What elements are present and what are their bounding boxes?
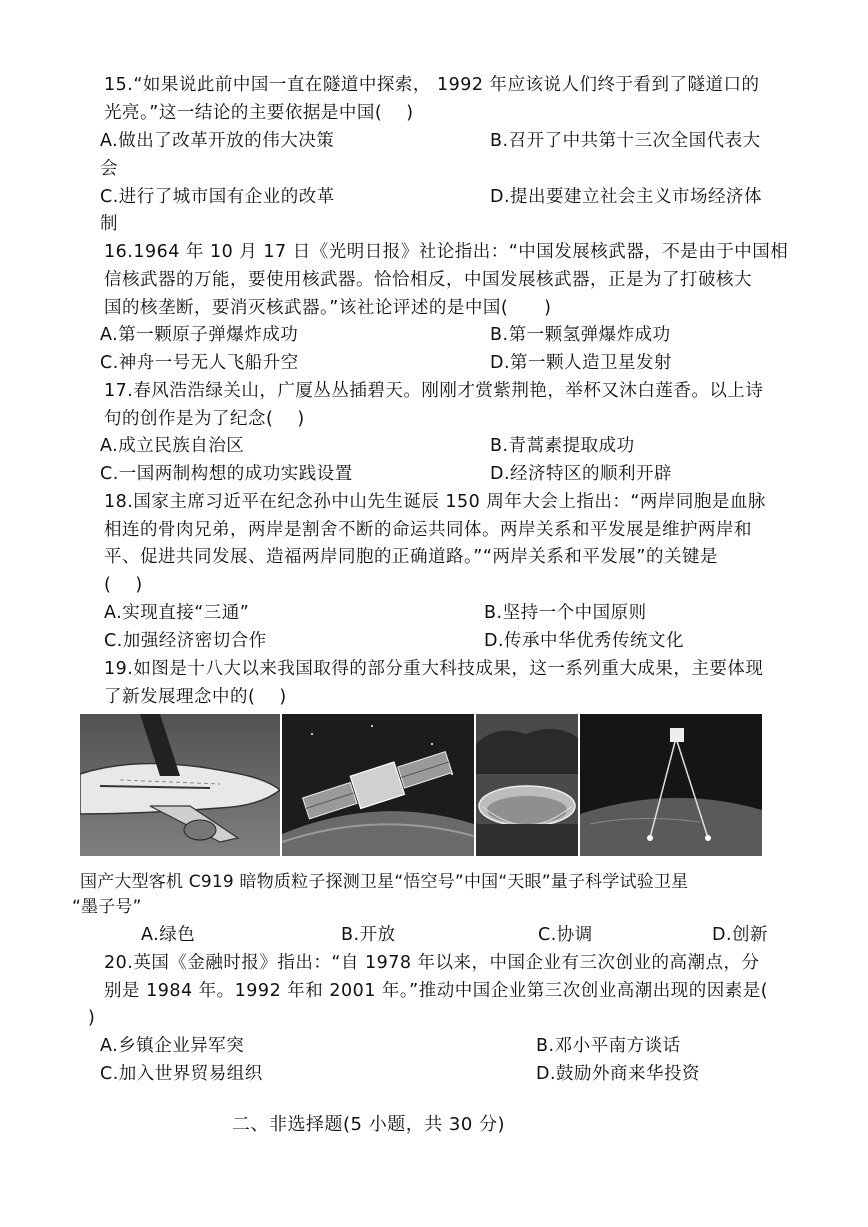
q20-option-a: A.乡镇企业异军突	[100, 1036, 245, 1056]
q18-line-1: 18.国家主席习近平在纪念孙中山先生诞辰 150 周年大会上指出：“两岸同胞是血脉	[104, 492, 766, 512]
q18-line-4: ( )	[104, 575, 143, 595]
q15-option-b: B.召开了中共第十三次全国代表大	[490, 131, 761, 151]
q19-option-a: A.绿色	[141, 925, 196, 945]
q15-line-1: 15.“如果说此前中国一直在隧道中探索， 1992 年应该说人们终于看到了隧道口的	[104, 75, 760, 95]
q16-line-3: 国的核垄断，要消灭核武器。”该社论评述的是中国( )	[104, 298, 552, 318]
fast-telescope-photo	[476, 714, 578, 856]
q17-option-d: D.经济特区的顺利开辟	[490, 464, 673, 484]
q20-option-b: B.邓小平南方谈话	[536, 1036, 681, 1056]
section-title: 二、非选择题(5 小题，共 30 分)	[232, 1114, 506, 1135]
wukong-satellite-photo	[282, 714, 474, 856]
q18-option-c: C.加强经济密切合作	[104, 631, 267, 651]
q17-option-b: B.青蒿素提取成功	[490, 436, 635, 456]
c919-airliner-photo	[80, 714, 280, 856]
q20-line-1: 20.英国《金融时报》指出：“自 1978 年以来，中国企业有三次创业的高潮点，分	[104, 953, 760, 973]
figure-caption-line-1: 国产大型客机 C919 暗物质粒子探测卫星“悟空号”中国“天眼”量子科学试验卫星	[80, 872, 689, 892]
q16-line-1: 16.1964 年 10 月 17 日《光明日报》社论指出：“中国发展核武器，不是由于中国相	[104, 242, 789, 262]
q16-option-c: C.神舟一号无人飞船升空	[100, 353, 299, 373]
q19-option-d: D.创新	[712, 925, 769, 945]
q15-option-b-cont: 会	[100, 159, 118, 179]
q15-option-c: C.进行了城市国有企业的改革	[100, 187, 335, 207]
q20-option-d: D.鼓励外商来华投资	[536, 1064, 701, 1084]
q15-option-a: A.做出了改革开放的伟大决策	[100, 131, 335, 151]
q16-line-2: 信核武器的万能，要使用核武器。恰恰相反，中国发展核武器，正是为了打破核大	[104, 270, 752, 290]
q19-option-b: B.开放	[341, 925, 396, 945]
q20-option-c: C.加入世界贸易组织	[100, 1064, 263, 1084]
mozi-quantum-satellite-photo	[580, 714, 762, 856]
q18-line-3: 平、促进共同发展、造福两岸同胞的正确道路。”“两岸关系和平发展”的关键是	[104, 547, 718, 567]
q17-option-c: C.一国两制构想的成功实践设置	[100, 464, 353, 484]
q20-line-2: 别是 1984 年。1992 年和 2001 年。”推动中国企业第三次创业高潮出现的因素是(	[104, 981, 769, 1001]
q19-line-2: 了新发展理念中的( )	[104, 687, 287, 707]
q17-option-a: A.成立民族自治区	[100, 436, 245, 456]
q19-option-c: C.协调	[538, 925, 593, 945]
q20-line-3: )	[88, 1008, 96, 1028]
q15-option-d: D.提出要建立社会主义市场经济体	[490, 187, 763, 207]
q15-option-d-cont: 制	[100, 214, 118, 234]
q18-option-b: B.坚持一个中国原则	[484, 603, 647, 623]
figure-caption-line-2: “墨子号”	[72, 897, 142, 917]
science-achievements-figure	[80, 714, 762, 856]
q15-line-2: 光亮。”这一结论的主要依据是中国( )	[104, 103, 414, 123]
q18-option-a: A.实现直接“三通”	[104, 603, 250, 623]
q17-line-2: 句的创作是为了纪念( )	[104, 409, 305, 429]
q18-option-d: D.传承中华优秀传统文化	[484, 631, 685, 651]
q16-option-a: A.第一颗原子弹爆炸成功	[100, 325, 299, 345]
q19-line-1: 19.如图是十八大以来我国取得的部分重大科技成果，这一系列重大成果，主要体现	[104, 659, 764, 679]
q18-line-2: 相连的骨肉兄弟，两岸是割舍不断的命运共同体。两岸关系和平发展是维护两岸和	[104, 520, 752, 540]
q16-option-d: D.第一颗人造卫星发射	[490, 353, 673, 373]
q16-option-b: B.第一颗氢弹爆炸成功	[490, 325, 671, 345]
q17-line-1: 17.春风浩浩绿关山，广厦丛丛插碧天。刚刚才赏紫荆艳，举杯又沐白莲香。以上诗	[104, 381, 764, 401]
